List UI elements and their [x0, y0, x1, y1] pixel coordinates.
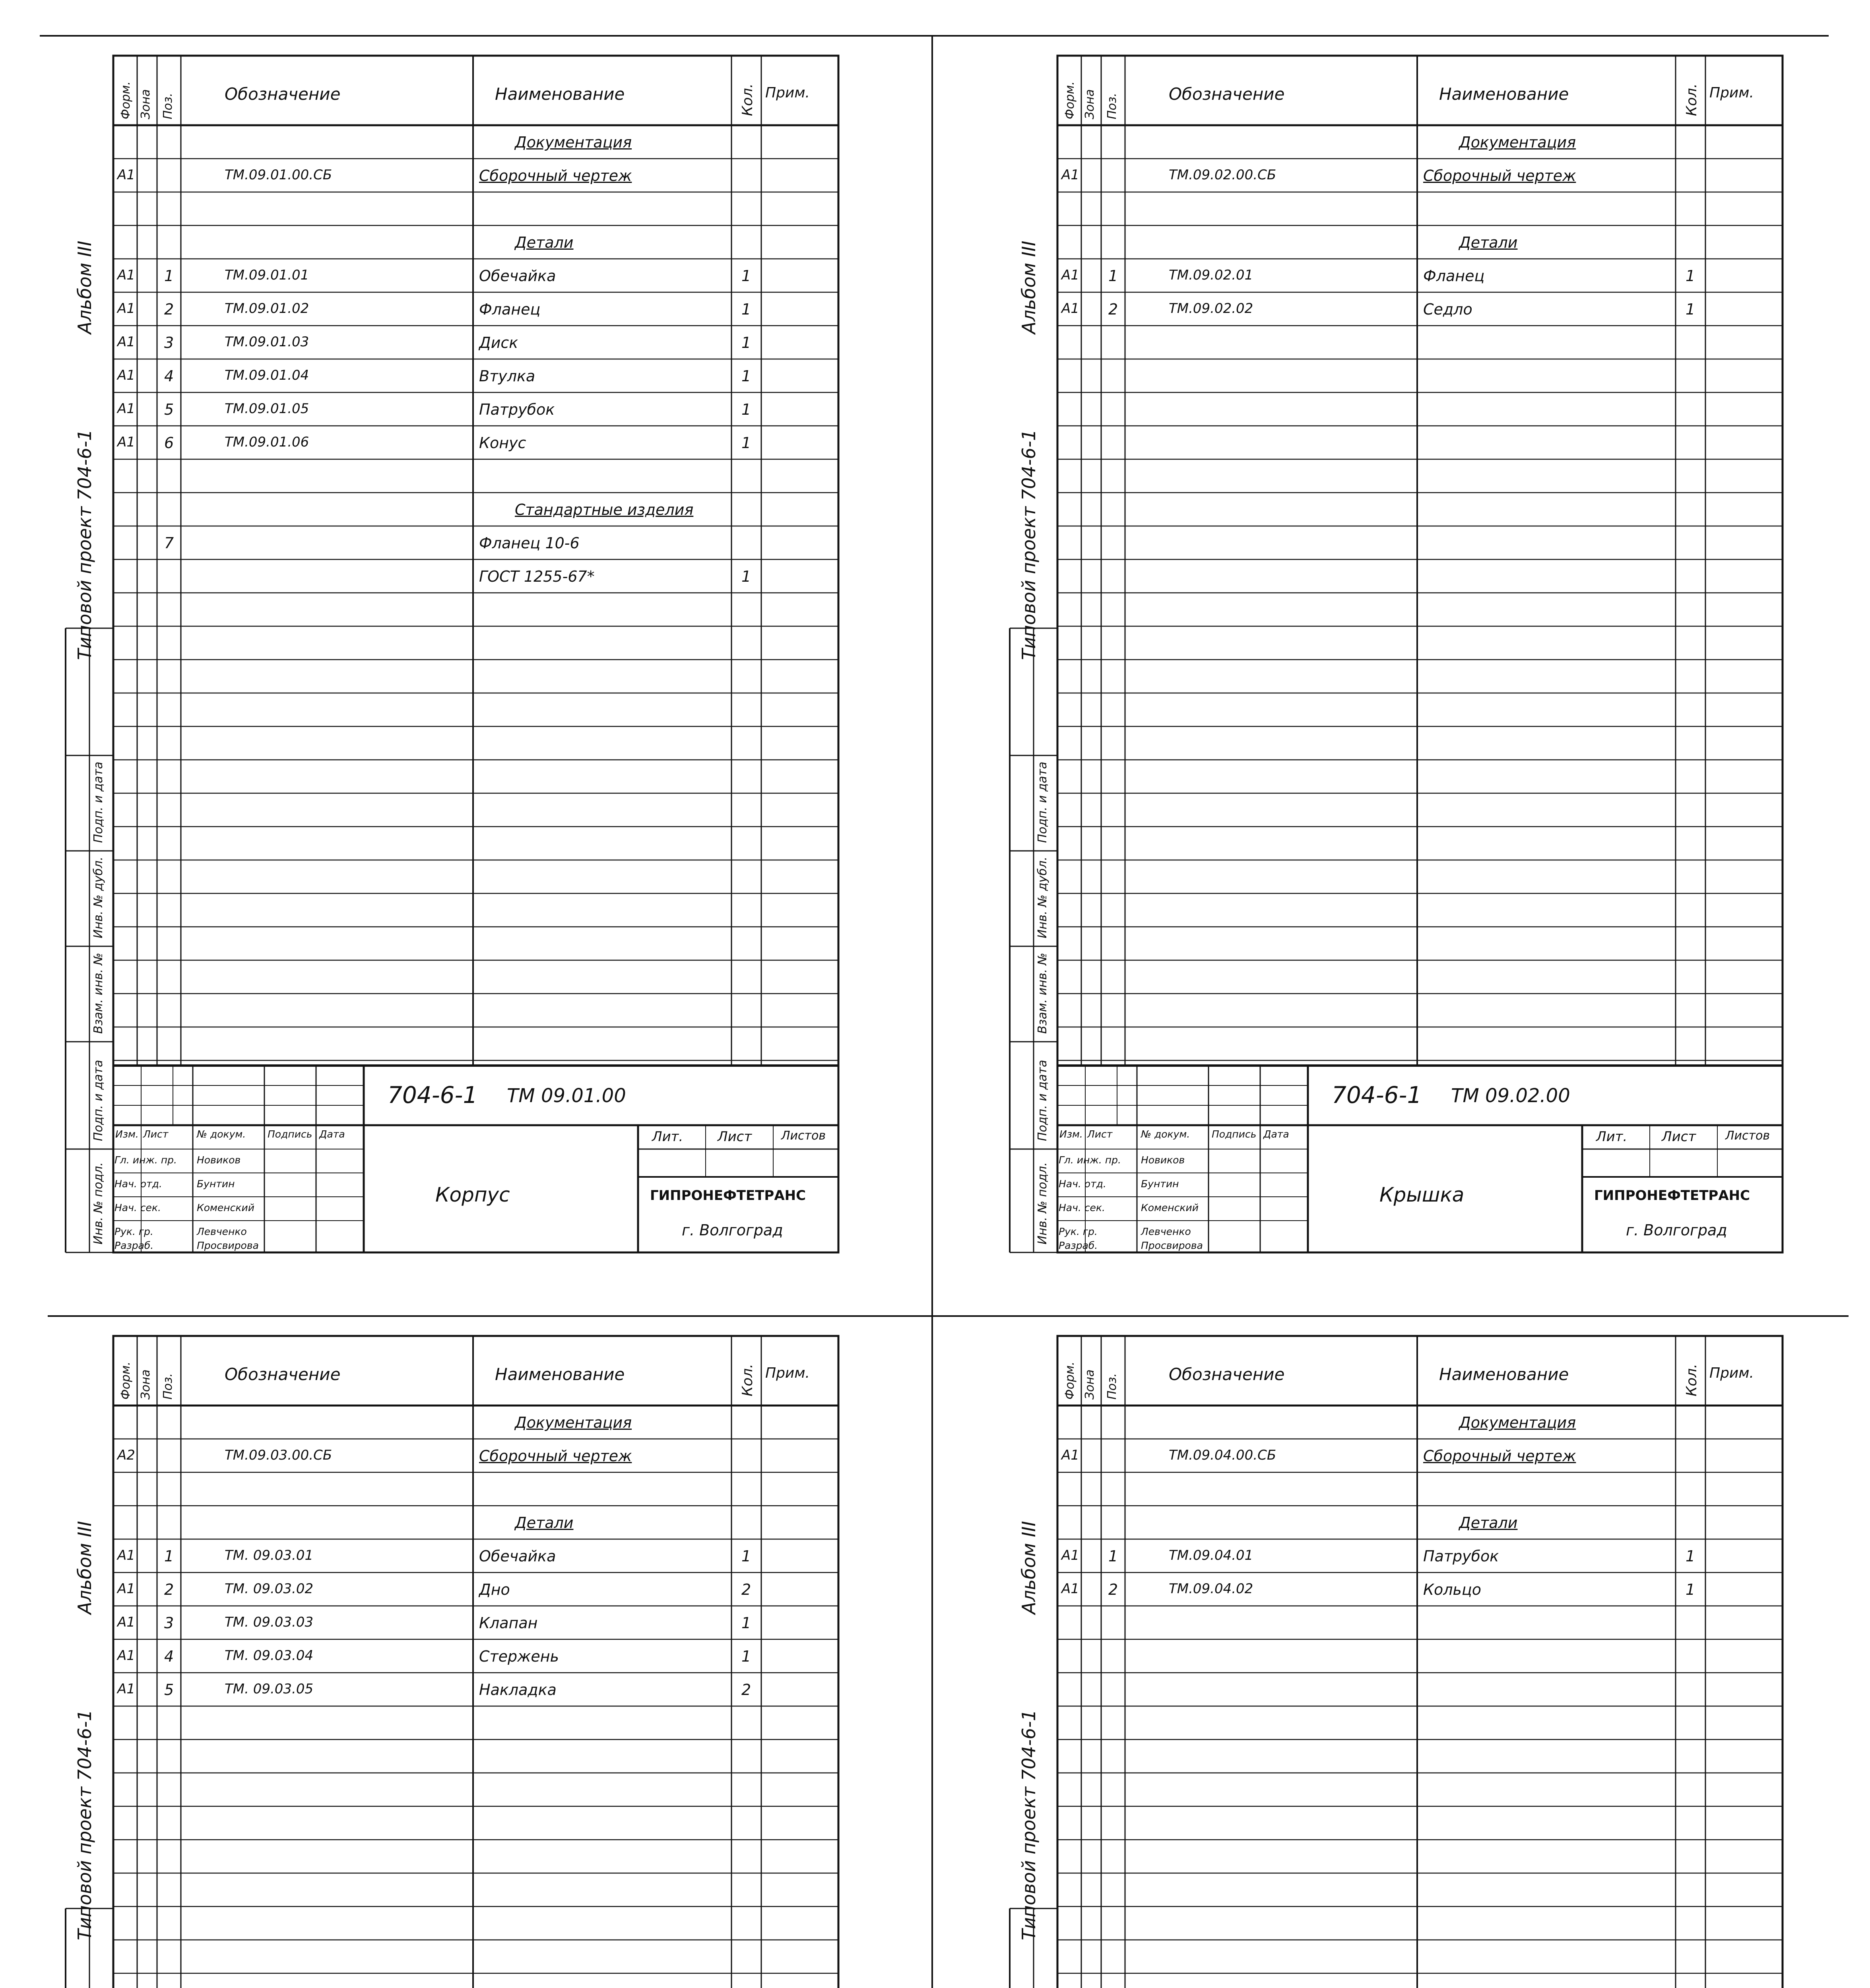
- row-name: Дно: [479, 1581, 510, 1598]
- tb-lit: Лит.: [1596, 1129, 1628, 1145]
- side-field-sign-date-2: Подп. и дата: [1036, 1060, 1049, 1141]
- row-position: 4: [164, 367, 174, 385]
- row-name: Обечайка: [479, 267, 556, 285]
- row-position: 2: [1108, 301, 1118, 318]
- row-position: 1: [164, 267, 174, 285]
- row-format: А1: [117, 1581, 135, 1597]
- col-header-designation: Обозначение: [1169, 1365, 1285, 1384]
- row-quantity: 1: [741, 334, 751, 351]
- row-name: Клапан: [479, 1614, 538, 1632]
- row-format: А1: [117, 434, 135, 450]
- col-header-note: Прим.: [1709, 85, 1754, 101]
- row-position: 5: [164, 401, 174, 418]
- row-name: Сборочный чертеж: [1423, 167, 1576, 184]
- row-name: Документация: [1459, 134, 1576, 151]
- col-header-name: Наименование: [495, 1365, 625, 1384]
- row-designation: ТМ. 09.03.05: [225, 1681, 314, 1697]
- row-quantity: 1: [741, 267, 751, 285]
- row-name: Документация: [515, 134, 632, 151]
- col-header-position: Поз.: [1105, 93, 1119, 119]
- row-name: Седло: [1423, 301, 1472, 318]
- tb-list: Лист: [1087, 1128, 1113, 1140]
- row-format: А1: [1061, 267, 1079, 283]
- row-quantity: 2: [741, 1581, 751, 1598]
- row-name: Патрубок: [1423, 1547, 1499, 1565]
- row-name: Детали: [515, 1514, 574, 1532]
- col-header-zone: Зона: [1083, 1369, 1097, 1400]
- row-quantity: 2: [741, 1681, 751, 1699]
- col-header-zone: Зона: [139, 1369, 153, 1400]
- row-quantity: 1: [741, 367, 751, 385]
- row-position: 6: [164, 434, 174, 452]
- tb-person-0: Новиков: [1141, 1154, 1185, 1166]
- row-designation: ТМ. 09.03.03: [225, 1614, 314, 1630]
- col-header-position: Поз.: [161, 1373, 175, 1400]
- col-header-position: Поз.: [161, 93, 175, 119]
- side-project-label: Типовой проект 704-6-1: [74, 429, 95, 660]
- row-designation: ТМ. 09.03.02: [225, 1581, 314, 1597]
- row-name: Втулка: [479, 367, 535, 385]
- tb-person-4: Просвирова: [1141, 1240, 1203, 1251]
- tb-role-0: Гл. инж. пр.: [114, 1154, 177, 1166]
- row-format: А1: [1061, 1547, 1079, 1563]
- tb-date: Дата: [319, 1128, 345, 1140]
- tb-role-4: Разраб.: [114, 1240, 154, 1251]
- specification-sheet-1: [38, 48, 846, 1260]
- side-project-label: Типовой проект 704-6-1: [1018, 1709, 1040, 1940]
- tb-city: г. Волгоград: [1626, 1221, 1727, 1239]
- row-format: А2: [117, 1447, 135, 1463]
- row-position: 3: [164, 334, 174, 351]
- row-format: А1: [117, 1648, 135, 1664]
- tb-role-2: Нач. сек.: [114, 1202, 161, 1213]
- row-name: Обечайка: [479, 1547, 556, 1565]
- row-format: А1: [117, 401, 135, 417]
- row-quantity: 1: [741, 1648, 751, 1665]
- col-header-quantity: Кол.: [739, 83, 756, 116]
- tb-doc: № докум.: [197, 1128, 246, 1140]
- specification-sheet-3: [38, 1328, 846, 1988]
- row-name: Конус: [479, 434, 526, 452]
- side-album-label: Альбом III: [1018, 1521, 1040, 1614]
- row-designation: ТМ.09.04.02: [1169, 1581, 1253, 1597]
- side-album-label: Альбом III: [74, 1521, 95, 1614]
- row-format: А1: [1061, 1581, 1079, 1597]
- col-header-note: Прим.: [765, 85, 810, 101]
- col-header-format: Форм.: [119, 1361, 133, 1400]
- tb-list: Лист: [143, 1128, 169, 1140]
- row-name: Кольцо: [1423, 1581, 1482, 1598]
- row-name: Стержень: [479, 1648, 559, 1665]
- col-header-quantity: Кол.: [1684, 1363, 1700, 1396]
- row-name: Сборочный чертеж: [479, 1447, 632, 1465]
- sheet-grid: [38, 1328, 846, 1988]
- row-name: Фланец: [1423, 267, 1485, 285]
- col-header-zone: Зона: [139, 89, 153, 119]
- row-quantity: 1: [741, 301, 751, 318]
- row-position: 1: [1108, 267, 1118, 285]
- row-position: 1: [1108, 1547, 1118, 1565]
- side-field-replace-inv: Взам. инв. №: [91, 953, 105, 1034]
- tb-role-1: Нач. отд.: [1059, 1178, 1106, 1190]
- tb-role-2: Нач. сек.: [1059, 1202, 1105, 1213]
- tb-lit: Лит.: [652, 1129, 683, 1145]
- side-field-dup-inv: Инв. № дубл.: [91, 856, 105, 938]
- row-quantity: 1: [741, 401, 751, 418]
- side-album-label: Альбом III: [74, 241, 95, 334]
- row-format: А1: [117, 367, 135, 383]
- row-format: А1: [117, 334, 135, 350]
- row-designation: ТМ.09.02.01: [1169, 267, 1253, 283]
- tb-person-3: Левченко: [197, 1226, 247, 1237]
- tb-role-3: Рук. гр.: [114, 1226, 153, 1237]
- row-quantity: 1: [1686, 267, 1695, 285]
- tb-sign: Подпись: [268, 1128, 312, 1140]
- tb-role-0: Гл. инж. пр.: [1059, 1154, 1121, 1166]
- row-designation: ТМ.09.02.02: [1169, 301, 1253, 316]
- tb-sign: Подпись: [1212, 1128, 1257, 1140]
- row-position: 4: [164, 1648, 174, 1665]
- side-album-label: Альбом III: [1018, 241, 1040, 334]
- tb-organization: ГИПРОНЕФТЕТРАНС: [1594, 1188, 1750, 1204]
- row-designation: ТМ.09.01.06: [225, 434, 309, 450]
- side-field-dup-inv: Инв. № дубл.: [1036, 856, 1049, 938]
- tb-person-1: Бунтин: [197, 1178, 235, 1190]
- specification-sheet-2: [982, 48, 1790, 1260]
- row-name: Сборочный чертеж: [479, 167, 632, 184]
- col-header-quantity: Кол.: [1684, 83, 1700, 116]
- row-quantity: 1: [1686, 1547, 1695, 1565]
- sheet-grid: [38, 48, 846, 1260]
- tb-sheets: Листов: [1725, 1129, 1770, 1143]
- row-designation: ТМ.09.03.00.СБ: [225, 1447, 332, 1463]
- side-field-sign-date-1: Подп. и дата: [1036, 761, 1049, 843]
- tb-izm: Изм.: [115, 1128, 139, 1140]
- row-designation: ТМ.09.02.00.СБ: [1169, 167, 1276, 183]
- row-designation: ТМ.09.01.00.СБ: [225, 167, 332, 183]
- row-name: Детали: [1459, 234, 1518, 251]
- side-field-sign-date-2: Подп. и дата: [91, 1060, 105, 1141]
- row-format: А1: [117, 301, 135, 316]
- col-header-position: Поз.: [1105, 1373, 1119, 1400]
- tb-person-1: Бунтин: [1141, 1178, 1179, 1190]
- row-designation: ТМ.09.01.02: [225, 301, 309, 316]
- row-format: А1: [117, 1614, 135, 1630]
- row-position: 2: [164, 1581, 174, 1598]
- row-position: 2: [1108, 1581, 1118, 1598]
- col-header-note: Прим.: [765, 1365, 810, 1381]
- tb-sheet: Лист: [1662, 1129, 1696, 1145]
- side-project-label: Типовой проект 704-6-1: [74, 1709, 95, 1940]
- row-name: Фланец 10-6: [479, 534, 580, 552]
- row-designation: ТМ.09.01.01: [225, 267, 309, 283]
- tb-organization: ГИПРОНЕФТЕТРАНС: [650, 1188, 806, 1204]
- col-header-designation: Обозначение: [1169, 84, 1285, 104]
- row-name: Стандартные изделия: [515, 501, 694, 518]
- tb-person-2: Коменский: [1141, 1202, 1199, 1213]
- col-header-note: Прим.: [1709, 1365, 1754, 1381]
- tb-project-code: 704-6-1: [1332, 1081, 1422, 1109]
- tb-role-3: Рук. гр.: [1059, 1226, 1098, 1237]
- side-field-inv-orig: Инв. № подл.: [91, 1162, 105, 1244]
- side-field-sign-date-1: Подп. и дата: [91, 761, 105, 843]
- col-header-name: Наименование: [1439, 84, 1569, 104]
- row-quantity: 1: [741, 1614, 751, 1632]
- side-project-label: Типовой проект 704-6-1: [1018, 429, 1040, 660]
- row-name: Детали: [515, 234, 574, 251]
- row-format: А1: [117, 267, 135, 283]
- row-name: ГОСТ 1255-67*: [479, 568, 595, 585]
- row-designation: ТМ.09.04.01: [1169, 1547, 1253, 1563]
- tb-role-4: Разраб.: [1059, 1240, 1098, 1251]
- row-designation: ТМ.09.01.04: [225, 367, 309, 383]
- row-format: А1: [1061, 167, 1079, 183]
- col-header-designation: Обозначение: [225, 84, 341, 104]
- sheet-grid: [982, 1328, 1790, 1988]
- col-header-name: Наименование: [495, 84, 625, 104]
- tb-sheet: Лист: [718, 1129, 752, 1145]
- row-name: Патрубок: [479, 401, 555, 418]
- tb-person-4: Просвирова: [197, 1240, 259, 1251]
- tb-person-0: Новиков: [197, 1154, 241, 1166]
- tb-date: Дата: [1263, 1128, 1289, 1140]
- row-format: А1: [117, 1681, 135, 1697]
- tb-document-code: ТМ 09.01.00: [507, 1085, 626, 1107]
- tb-city: г. Волгоград: [682, 1221, 783, 1239]
- tb-person-2: Коменский: [197, 1202, 254, 1213]
- tb-document-code: ТМ 09.02.00: [1451, 1085, 1570, 1107]
- row-name: Накладка: [479, 1681, 557, 1699]
- tb-product-title: Корпус: [435, 1183, 510, 1206]
- row-format: А1: [1061, 1447, 1079, 1463]
- row-quantity: 1: [741, 1547, 751, 1565]
- row-format: А1: [117, 1547, 135, 1563]
- row-name: Документация: [1459, 1414, 1576, 1431]
- specification-sheet-4: [982, 1328, 1790, 1988]
- row-name: Сборочный чертеж: [1423, 1447, 1576, 1465]
- tb-izm: Изм.: [1059, 1128, 1083, 1140]
- row-quantity: 1: [741, 568, 751, 585]
- row-format: А1: [1061, 301, 1079, 316]
- row-designation: ТМ. 09.03.01: [225, 1547, 314, 1563]
- row-designation: ТМ. 09.03.04: [225, 1648, 314, 1664]
- row-position: 2: [164, 301, 174, 318]
- row-designation: ТМ.09.01.03: [225, 334, 309, 350]
- col-header-format: Форм.: [1063, 81, 1077, 119]
- row-format: А1: [117, 167, 135, 183]
- tb-sheets: Листов: [781, 1129, 826, 1143]
- tb-project-code: 704-6-1: [388, 1081, 478, 1109]
- col-header-name: Наименование: [1439, 1365, 1569, 1384]
- row-position: 1: [164, 1547, 174, 1565]
- row-designation: ТМ.09.01.05: [225, 401, 309, 417]
- side-field-inv-orig: Инв. № подл.: [1036, 1162, 1049, 1244]
- row-quantity: 1: [1686, 301, 1695, 318]
- row-designation: ТМ.09.04.00.СБ: [1169, 1447, 1276, 1463]
- col-header-format: Форм.: [1063, 1361, 1077, 1400]
- sheet-grid: [982, 48, 1790, 1260]
- row-name: Диск: [479, 334, 518, 351]
- tb-product-title: Крышка: [1379, 1183, 1465, 1206]
- col-header-zone: Зона: [1083, 89, 1097, 119]
- row-position: 5: [164, 1681, 174, 1699]
- col-header-designation: Обозначение: [225, 1365, 341, 1384]
- row-quantity: 1: [1686, 1581, 1695, 1598]
- side-field-replace-inv: Взам. инв. №: [1036, 953, 1049, 1034]
- row-name: Детали: [1459, 1514, 1518, 1532]
- tb-doc: № докум.: [1141, 1128, 1190, 1140]
- tb-role-1: Нач. отд.: [114, 1178, 162, 1190]
- tb-person-3: Левченко: [1141, 1226, 1191, 1237]
- col-header-format: Форм.: [119, 81, 133, 119]
- row-quantity: 1: [741, 434, 751, 452]
- col-header-quantity: Кол.: [739, 1363, 756, 1396]
- row-position: 3: [164, 1614, 174, 1632]
- row-name: Фланец: [479, 301, 541, 318]
- row-position: 7: [164, 534, 174, 552]
- row-name: Документация: [515, 1414, 632, 1431]
